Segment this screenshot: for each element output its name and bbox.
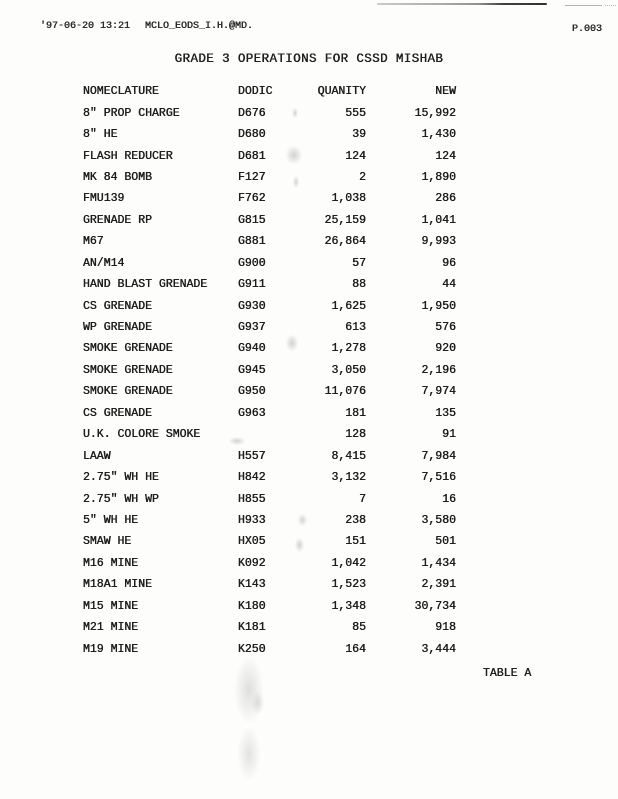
table-body: [83, 102, 456, 659]
table-row: [83, 210, 456, 231]
table-row: [83, 231, 456, 252]
cell-dodic: D676: [238, 106, 266, 120]
scan-artifact-line: [565, 5, 602, 6]
cell-dodic: G950: [238, 385, 266, 399]
cell-quantity: 1,278: [331, 342, 366, 356]
cell-quantity: 3,050: [331, 363, 366, 377]
cell-new: 2,391: [421, 578, 456, 592]
cell-nomenclature: 8" PROP CHARGE: [83, 106, 180, 120]
cell-dodic: G940: [238, 342, 266, 356]
fax-page-number: P.003: [572, 24, 603, 35]
cell-dodic: H842: [238, 471, 266, 485]
table-row: [83, 531, 456, 552]
operations-table: [83, 81, 456, 660]
table-row: [83, 317, 456, 338]
cell-nomenclature: FMU139: [83, 192, 125, 206]
cell-nomenclature: MK 84 BOMB: [83, 170, 153, 184]
table-row: [83, 167, 456, 188]
cell-new: 124: [435, 149, 456, 163]
table-row: [83, 617, 456, 638]
fax-header: [0, 21, 618, 35]
cell-new: 44: [442, 278, 456, 292]
cell-new: 135: [435, 406, 456, 420]
cell-dodic: G945: [238, 363, 266, 377]
cell-new: 9,993: [421, 235, 456, 249]
table-label: TABLE A: [483, 667, 532, 680]
cell-nomenclature: SMAW HE: [83, 535, 132, 549]
cell-dodic: G930: [238, 299, 266, 313]
table-row: [83, 596, 456, 617]
cell-quantity: 1,042: [331, 556, 366, 570]
cell-dodic: F127: [238, 170, 266, 184]
cell-quantity: 39: [352, 128, 366, 142]
table-row: [83, 553, 456, 574]
cell-dodic: K250: [238, 642, 266, 656]
cell-dodic: G937: [238, 321, 266, 335]
cell-quantity: 181: [345, 406, 366, 420]
scan-smudge: [252, 692, 264, 714]
cell-new: 1,430: [421, 128, 456, 142]
cell-new: 15,992: [414, 106, 456, 120]
fax-timestamp: '97-06-20 13:21: [40, 21, 131, 32]
cell-quantity: 3,132: [331, 471, 366, 485]
cell-dodic: F762: [238, 192, 266, 206]
cell-dodic: K181: [238, 621, 266, 635]
table-header-row: [83, 81, 456, 102]
cell-new: 3,444: [421, 642, 456, 656]
document-title: GRADE 3 OPERATIONS FOR CSSD MISHAB: [174, 52, 444, 66]
table-row: [83, 574, 456, 595]
cell-new: 918: [435, 621, 456, 635]
cell-nomenclature: 2.75" WH HE: [83, 471, 159, 485]
cell-quantity: 1,038: [331, 192, 366, 206]
cell-dodic: D681: [238, 149, 266, 163]
table-row: [83, 381, 456, 402]
cell-new: 3,580: [421, 513, 456, 527]
cell-dodic: G815: [238, 213, 266, 227]
cell-dodic: G881: [238, 235, 266, 249]
cell-nomenclature: HAND BLAST GRENADE: [83, 278, 208, 292]
cell-nomenclature: AN/M14: [83, 256, 125, 270]
cell-nomenclature: SMOKE GRENADE: [83, 385, 173, 399]
cell-nomenclature: M21 MINE: [83, 621, 139, 635]
table-row: [83, 638, 456, 659]
column-header-nomenclature: NOMECLATURE: [83, 85, 159, 99]
table-row: [83, 102, 456, 123]
cell-new: 920: [435, 342, 456, 356]
cell-nomenclature: 8" HE: [83, 128, 118, 142]
cell-nomenclature: GRENADE RP: [83, 213, 153, 227]
cell-quantity: 164: [345, 642, 366, 656]
cell-quantity: 151: [345, 535, 366, 549]
cell-quantity: 128: [345, 428, 366, 442]
column-header-dodic: DODIC: [238, 85, 273, 99]
table-row: [83, 145, 456, 166]
cell-new: 1,041: [421, 213, 456, 227]
cell-nomenclature: M15 MINE: [83, 599, 139, 613]
cell-new: 7,984: [421, 449, 456, 463]
cell-quantity: 555: [345, 106, 366, 120]
table-row: [83, 188, 456, 209]
cell-new: 501: [435, 535, 456, 549]
cell-new: 2,196: [421, 363, 456, 377]
cell-quantity: 57: [352, 256, 366, 270]
column-header-new: NEW: [435, 85, 456, 99]
table-row: [83, 295, 456, 316]
cell-quantity: 238: [345, 513, 366, 527]
table-row: [83, 488, 456, 509]
cell-nomenclature: M18A1 MINE: [83, 578, 153, 592]
cell-quantity: 124: [345, 149, 366, 163]
cell-nomenclature: U.K. COLORE SMOKE: [83, 428, 201, 442]
cell-dodic: D680: [238, 128, 266, 142]
cell-nomenclature: SMOKE GRENADE: [83, 342, 173, 356]
table-row: [83, 360, 456, 381]
cell-quantity: 11,076: [324, 385, 366, 399]
cell-dodic: H557: [238, 449, 266, 463]
cell-nomenclature: CS GRENADE: [83, 299, 153, 313]
table-row: [83, 424, 456, 445]
cell-new: 1,434: [421, 556, 456, 570]
cell-nomenclature: WP GRENADE: [83, 321, 153, 335]
cell-new: 576: [435, 321, 456, 335]
cell-nomenclature: FLASH REDUCER: [83, 149, 173, 163]
cell-nomenclature: 2.75" WH WP: [83, 492, 159, 506]
cell-dodic: K092: [238, 556, 266, 570]
cell-quantity: 88: [352, 278, 366, 292]
cell-dodic: G963: [238, 406, 266, 420]
cell-quantity: 1,523: [331, 578, 366, 592]
cell-quantity: 8,415: [331, 449, 366, 463]
cell-new: 286: [435, 192, 456, 206]
cell-nomenclature: LAAW: [83, 449, 111, 463]
cell-quantity: 1,625: [331, 299, 366, 313]
cell-dodic: K143: [238, 578, 266, 592]
cell-nomenclature: CS GRENADE: [83, 406, 153, 420]
scan-artifact-line: [377, 3, 547, 5]
fax-sender-id: MCLO_EODS_I.H.@MD.: [145, 21, 254, 32]
scan-artifact-dots: [605, 5, 616, 6]
table-row: [83, 467, 456, 488]
cell-new: 1,890: [421, 170, 456, 184]
table-row: [83, 510, 456, 531]
cell-new: 96: [442, 256, 456, 270]
cell-dodic: K180: [238, 599, 266, 613]
scan-smudge: [235, 658, 263, 722]
cell-dodic: G900: [238, 256, 266, 270]
cell-quantity: 25,159: [324, 213, 366, 227]
cell-new: 16: [442, 492, 456, 506]
cell-nomenclature: M16 MINE: [83, 556, 139, 570]
cell-nomenclature: 5" WH HE: [83, 513, 139, 527]
cell-quantity: 26,864: [324, 235, 366, 249]
table-row: [83, 124, 456, 145]
cell-nomenclature: SMOKE GRENADE: [83, 363, 173, 377]
cell-nomenclature: M19 MINE: [83, 642, 139, 656]
cell-nomenclature: M67: [83, 235, 104, 249]
cell-dodic: HX05: [238, 535, 266, 549]
table-row: [83, 274, 456, 295]
cell-quantity: 1,348: [331, 599, 366, 613]
cell-quantity: 7: [359, 492, 366, 506]
cell-quantity: 613: [345, 321, 366, 335]
cell-new: 7,516: [421, 471, 456, 485]
table-row: [83, 253, 456, 274]
cell-dodic: H933: [238, 513, 266, 527]
column-header-quantity: QUANITY: [317, 85, 366, 99]
cell-dodic: H855: [238, 492, 266, 506]
table-row: [83, 338, 456, 359]
cell-quantity: 85: [352, 621, 366, 635]
cell-quantity: 2: [359, 170, 366, 184]
cell-new: 91: [442, 428, 456, 442]
table-row: [83, 403, 456, 424]
table-row: [83, 445, 456, 466]
cell-new: 7,974: [421, 385, 456, 399]
cell-new: 30,734: [414, 599, 456, 613]
scan-smudge: [238, 728, 260, 780]
cell-new: 1,950: [421, 299, 456, 313]
cell-dodic: G911: [238, 278, 266, 292]
